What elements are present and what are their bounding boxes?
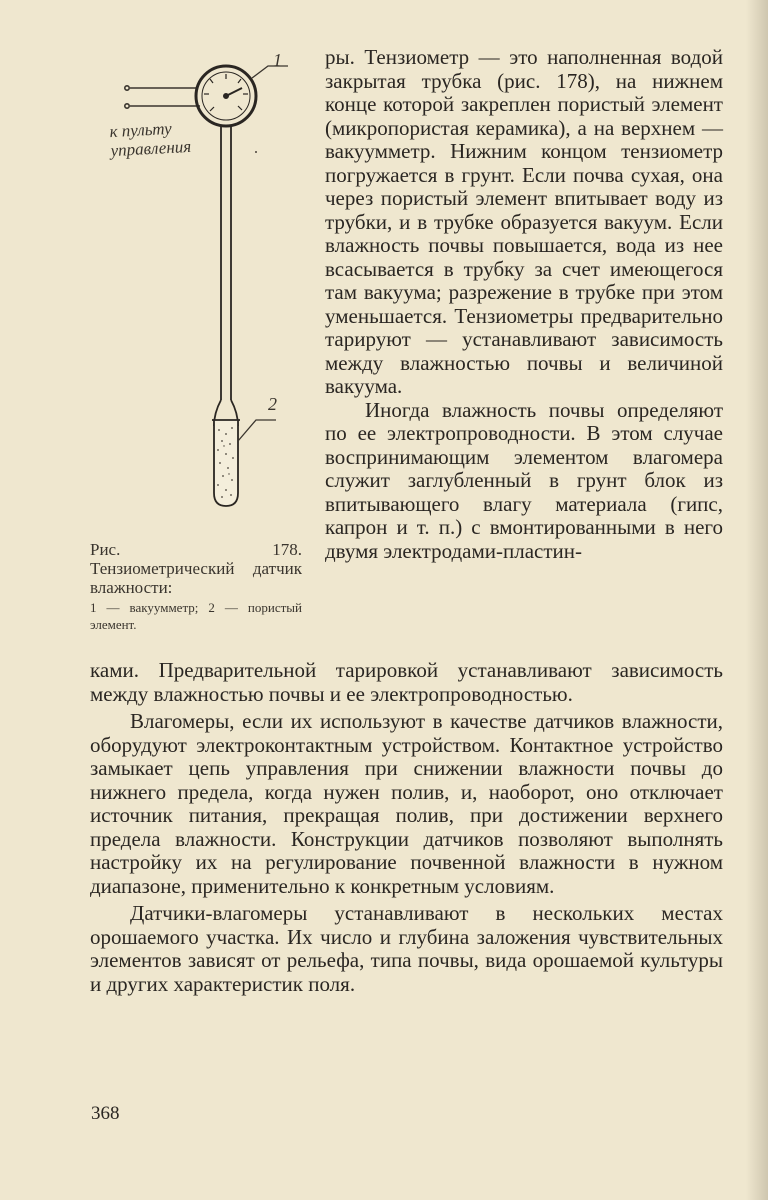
- right-column-text: [325, 46, 723, 563]
- tube: [214, 126, 238, 426]
- wire-terminal-bottom: [125, 104, 129, 108]
- vacuum-gauge: [196, 66, 256, 126]
- leader-line-1: [252, 66, 288, 78]
- figure-label-2: 2: [268, 394, 277, 414]
- wire-label-line1: к пульту: [109, 118, 173, 142]
- paragraph-continuation: ками. Предварительной тарировкой устанавливают зависимость между влажностью почвы и ее электропроводностью.: [90, 658, 723, 706]
- wire-terminal-top: [125, 86, 129, 90]
- control-wires: [125, 86, 200, 108]
- caption-title: Рис. 178. Тензиометрический датчик влажности:: [90, 540, 302, 597]
- paragraph-conductivity: Иногда влажность почвы определяют по ее электропроводности. В этом случае воспринимающим элементом влагомера служит заглубленный в грунт блок из впитывающего влагу материала (гипс, капрон и т. п.) с вмонтированными в него двумя электродами-пластин-: [325, 397, 723, 563]
- page-number: 368: [91, 1103, 120, 1124]
- paragraph-moisture-meters: Влагомеры, если их используют в качестве датчиков влажности, оборудуют электроконтактным устройством. Контактное устройство замыкает цепь управления при снижении влажности почвы до нижнего предела, когда нужен полив, и, наоборот, оно отключает источник питания, прекращая полив, при достижении верхнего предела влажности. Конструкции датчиков позволяют выполнять настройку их на регулирование почвенной влажности в нужном диапазоне, применительно к конкретным условиям.: [90, 709, 723, 898]
- wire-label: [109, 118, 192, 160]
- figure-caption: [90, 540, 302, 633]
- figure-178-tensiometer: [96, 48, 306, 518]
- speck: [255, 151, 257, 153]
- tensiometer-drawing: [96, 48, 306, 518]
- full-width-text: [90, 659, 723, 996]
- page-edge-shadow: [746, 0, 768, 1200]
- caption-legend: 1 — вакуумметр; 2 — пористый элемент.: [90, 600, 302, 632]
- figure-label-1: 1: [273, 50, 282, 70]
- paragraph-tensiometer: ры. Тензиометр — это наполненная водой закрытая трубка (рис. 178), на нижнем конце которой закреплен пористый элемент (микропористая керамика), а на верхнем — вакуумметр. Нижним концом тензиометр погружается в грунт. Если почва сухая, она через пористый элемент впитывает воду из трубки, и в трубке образуется вакуум. Если влажность почвы повышается, вода из нее всасывается в трубку за счет имеющегося там вакуума; разрежение в трубке при этом уменьшается. Тензиометры предварительно тарируют — устанавливают зависимость между влажностью почвы и величиной вакуума.: [325, 45, 723, 398]
- leader-line-2: [238, 420, 276, 441]
- porous-element: [212, 420, 240, 506]
- paragraph-sensor-placement: Датчики-влагомеры устанавливают в нескольких местах орошаемого участка. Их число и глубина заложения чувствительных элементов зависят от рельефа, типа почвы, вида орошаемой культуры и других характеристик поля.: [90, 901, 723, 996]
- wire-label-line2: управления: [110, 136, 192, 161]
